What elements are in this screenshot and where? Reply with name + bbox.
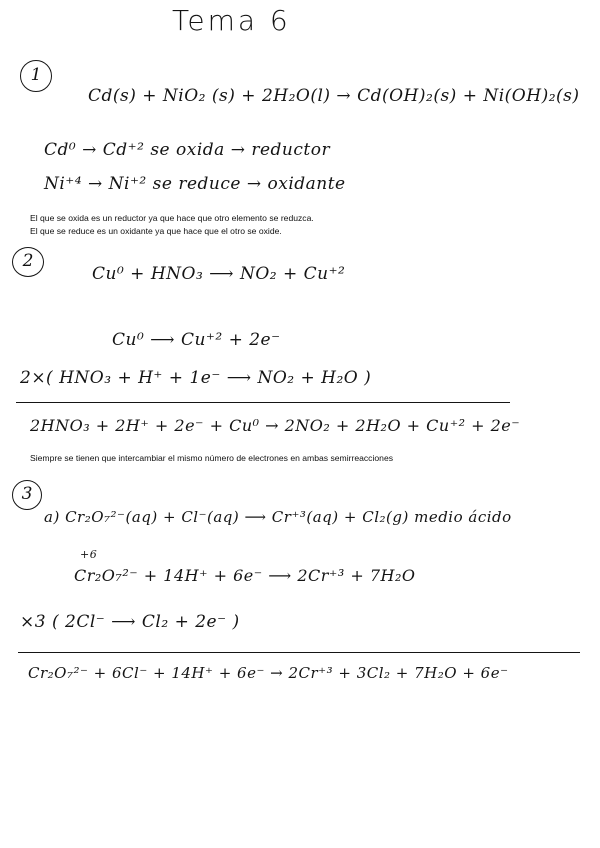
exercise-1-note-1: El que se oxida es un reductor ya que hace que otro elemento se reduzca.: [30, 213, 314, 223]
exercise-1-equation: Cd(s) + NiO₂ (s) + 2H₂O(l) → Cd(OH)₂(s) + Ni(OH)₂(s): [88, 86, 580, 106]
exercise-3-oxidation-half: ×3 ( 2Cl⁻ ⟶ Cl₂ + 2e⁻ ): [20, 612, 240, 632]
exercise-2-reduction-half: 2×( HNO₃ + H⁺ + 1e⁻ ⟶ NO₂ + H₂O ): [20, 368, 372, 388]
exercise-1-reduction-line: Ni⁺⁴ → Ni⁺² se reduce → oxidante: [44, 174, 346, 194]
exercise-2-total: 2HNO₃ + 2H⁺ + 2e⁻ + Cu⁰ → 2NO₂ + 2H₂O + Cu⁺² + 2e⁻: [30, 416, 521, 435]
page-title: Tema 6: [172, 4, 291, 37]
exercise-2-oxidation-half: Cu⁰ ⟶ Cu⁺² + 2e⁻: [112, 330, 281, 350]
exercise-1-note-2: El que se reduce es un oxidante ya que hace que el otro se oxide.: [30, 226, 282, 236]
exercise-1-oxidation-line: Cd⁰ → Cd⁺² se oxida → reductor: [44, 140, 331, 160]
exercise-2-note: Siempre se tienen que intercambiar el mismo número de electrones en ambas semirreacciones: [30, 453, 394, 463]
exercise-1-number: 1: [20, 60, 52, 92]
exercise-2-sum-line: [16, 402, 510, 403]
exercise-3-reduction-half: Cr₂O₇²⁻ + 14H⁺ + 6e⁻ ⟶ 2Cr⁺³ + 7H₂O: [74, 566, 416, 585]
exercise-2-number: 2: [12, 247, 44, 277]
exercise-3-number: 3: [12, 480, 42, 510]
exercise-2-equation: Cu⁰ + HNO₃ ⟶ NO₂ + Cu⁺²: [92, 264, 346, 284]
exercise-3-equation-a: a) Cr₂O₇²⁻(aq) + Cl⁻(aq) ⟶ Cr⁺³(aq) + Cl₂(g) medio ácido: [44, 508, 512, 526]
exercise-3-oxidation-state: +6: [80, 548, 98, 561]
exercise-3-sum-line: [18, 652, 580, 653]
exercise-3-total: Cr₂O₇²⁻ + 6Cl⁻ + 14H⁺ + 6e⁻ → 2Cr⁺³ + 3Cl₂ + 7H₂O + 6e⁻: [28, 664, 509, 682]
